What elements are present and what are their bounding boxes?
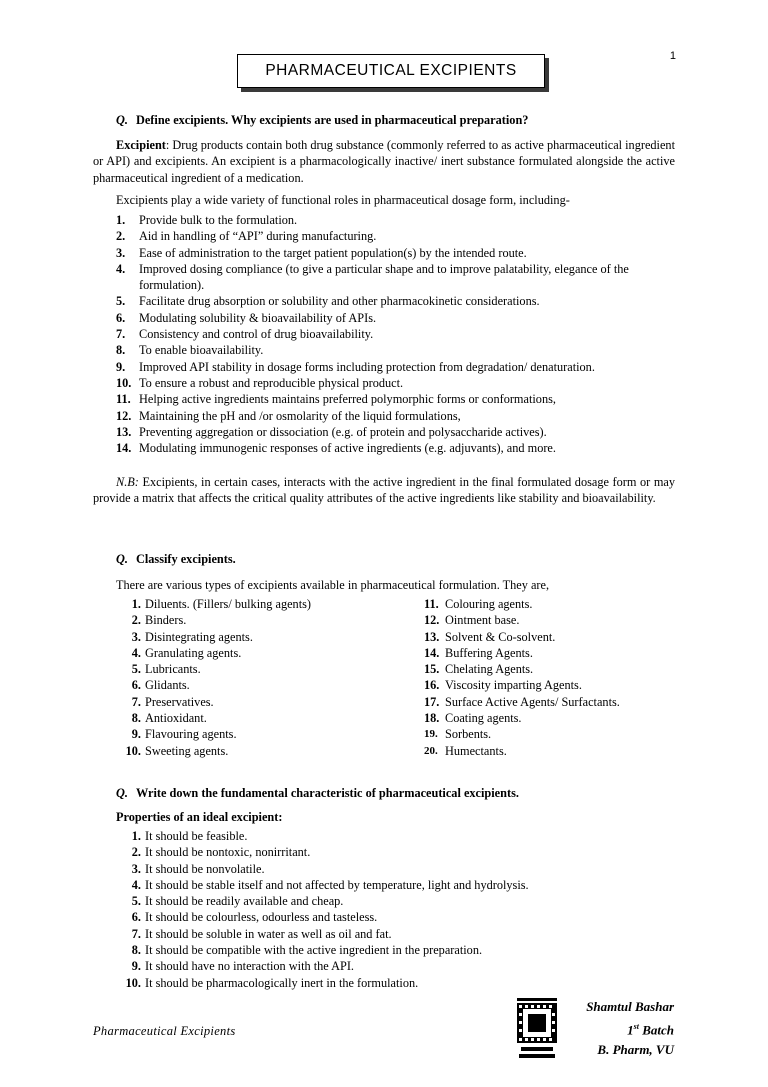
list-item [116,975,676,991]
list-item-number: 13. [424,629,440,644]
list-item-text: Sweeting agents. [145,743,229,758]
list-item-number: 8. [131,943,141,958]
question-3 [116,786,519,801]
list-item-text: Improved dosing compliance (to give a particular shape and to improve palatability, elegance of the formulation). [139,261,629,293]
classify-list-col2 [424,596,684,759]
author-program: B. Pharm, VU [597,1042,674,1058]
list-item-number: 11. [116,392,131,407]
list-item [116,310,676,326]
list-item-number: 9. [131,959,141,974]
list-item-text: Diluents. (Fillers/ bulking agents) [145,597,311,611]
list-item-text: Lubricants. [145,662,201,677]
list-item-text: Ease of administration to the target patient population(s) by the intended route. [139,245,527,260]
list-item-text: Sorbents. [445,727,492,742]
list-item-number: 3. [131,629,141,644]
list-item-text: It should be stable itself and not affected by temperature, light and hydrolysis. [145,877,529,892]
list-item-text: Antioxidant. [145,711,207,726]
list-item-number: 12. [116,408,132,423]
list-item-number: 9. [131,727,141,742]
list-item [424,677,684,693]
question-marker: Q. [116,552,128,566]
list-item-number: 10. [116,375,132,390]
list-item [116,375,676,391]
list-item [116,629,416,645]
list-item [116,212,676,228]
list-item-number: 7. [131,926,141,941]
classify-intro: There are various types of excipients available in pharmaceutical formulation. They are, [116,578,550,592]
page-title: PHARMACEUTICAL EXCIPIENTS [237,54,545,88]
list-item [116,228,676,244]
list-item [424,661,684,677]
list-item-number: 20. [424,744,438,757]
properties-heading: Properties of an ideal excipient: [116,810,283,824]
nb-text: Excipients, in certain cases, interacts with the active ingredient in the final formulated dosage form or may provide a matrix that affects the critical quality attributes of the active ingredients like stability and bioavailability. [93,475,675,506]
list-item [116,612,416,628]
list-item [116,828,676,844]
list-item [116,391,676,407]
list-item [116,326,676,342]
list-item-number: 12. [424,613,440,628]
list-item-number: 6. [131,678,141,693]
list-item [116,861,676,877]
list-item-text: Preventing aggregation or dissociation (e.g. of protein and polysaccharide actives). [139,424,547,439]
list-item [116,726,416,742]
list-item-text: It should be soluble in water as well as oil and fat. [145,926,392,941]
list-item-number: 16. [424,678,440,693]
list-item [424,694,684,710]
list-item-text: Improved API stability in dosage forms including protection from degradation/ denaturation. [139,359,595,374]
list-item-number: 14. [424,645,440,660]
footer-title: Pharmaceutical Excipients [93,1024,236,1038]
properties-list [116,828,676,991]
list-item [116,893,676,909]
list-item-number: 6. [116,310,126,325]
list-item-text: Solvent & Co-solvent. [445,629,556,644]
list-item-number: 8. [131,711,141,726]
list-item-number: 15. [424,662,440,677]
list-item-text: Modulating immunogenic responses of active ingredients (e.g. adjuvants), and more. [139,441,556,456]
definition-text: : Drug products contain both drug substance (commonly referred to as active pharmaceutical ingredient or API) and excipients. An excipient is a pharmacologically inactive/ inert substance formulated alongside the active pharmaceutical ingredient of a medication. [93,138,675,185]
nb-label: N.B: [116,475,139,489]
list-item [424,629,684,645]
list-item-number: 14. [116,441,132,456]
list-item-text: Consistency and control of drug bioavailability. [139,327,374,342]
question-marker: Q. [116,113,128,127]
list-item [116,694,416,710]
roles-list [116,212,676,456]
list-item-text: It should be compatible with the active ingredient in the preparation. [145,943,483,958]
list-item [116,661,416,677]
list-item-number: 3. [116,245,126,260]
list-item [424,645,684,661]
list-item-text: Facilitate drug absorption or solubility and other pharmacokinetic considerations. [139,294,540,309]
list-item-text: Aid in handling of “API” during manufacturing. [139,229,377,244]
list-item-number: 3. [131,861,141,876]
list-item-number: 5. [131,662,141,677]
list-item [116,926,676,942]
list-item-text: It should be feasible. [145,829,248,843]
list-item [116,877,676,893]
list-item-text: Ointment base. [445,613,520,628]
list-item-text: Provide bulk to the formulation. [139,213,298,227]
list-item [116,245,676,261]
list-item-text: It should be nontoxic, nonirritant. [145,845,311,860]
list-item-text: Colouring agents. [445,597,533,611]
list-item [424,743,684,759]
definition-term: Excipient [116,138,166,152]
list-item-text: It should be pharmacologically inert in the formulation. [145,975,419,990]
list-item-number: 13. [116,424,132,439]
list-item-number: 2. [131,613,141,628]
list-item [116,645,416,661]
nb-note [93,474,675,507]
list-item-text: It should be colourless, odourless and tasteless. [145,910,378,925]
list-item [424,726,684,742]
list-item-text: To enable bioavailability. [139,343,264,358]
list-item [116,596,416,612]
list-item [424,612,684,628]
list-item-text: Surface Active Agents/ Surfactants. [445,694,620,709]
list-item [116,440,676,456]
list-item-number: 11. [424,597,439,611]
list-item-text: Chelating Agents. [445,662,534,677]
list-item-text: Viscosity imparting Agents. [445,678,582,693]
question-2-text: Classify excipients. [135,552,236,566]
question-marker: Q. [116,786,128,800]
list-item-number: 5. [116,294,126,309]
list-item-text: Modulating solubility & bioavailability of APIs. [139,310,377,325]
list-item-number: 1. [131,829,141,843]
list-item-number: 9. [116,359,126,374]
list-item-number: 4. [131,877,141,892]
list-item [116,743,416,759]
list-item-number: 19. [424,728,438,741]
list-item-text: Coating agents. [445,711,522,726]
list-item-number: 5. [131,894,141,909]
author-batch: 1st Batch [627,1022,674,1038]
list-item-number: 7. [116,327,126,342]
list-item-text: It should have no interaction with the API. [145,959,355,974]
list-item-text: Helping active ingredients maintains preferred polymorphic forms or conformations, [139,392,556,407]
list-item-text: Glidants. [145,678,190,693]
list-item-text: Disintegrating agents. [145,629,253,644]
list-item-number: 10. [125,743,141,758]
classify-list-col1 [116,596,416,759]
list-item-text: Buffering Agents. [445,645,533,660]
list-item-number: 4. [116,261,126,276]
list-item [116,261,676,294]
list-item [116,677,416,693]
list-item [424,710,684,726]
list-item-text: To ensure a robust and reproducible physical product. [139,375,404,390]
list-item-number: 10. [125,975,141,990]
excipient-definition [93,137,675,186]
list-item [116,359,676,375]
author-name: Shamtul Bashar [586,999,674,1014]
list-item-number: 17. [424,694,440,709]
list-item [116,408,676,424]
varendra-university-logo [513,997,563,1061]
list-item-text: Flavouring agents. [145,727,237,742]
author-block [586,997,674,1060]
list-item-number: 2. [116,229,126,244]
list-item-text: Preservatives. [145,694,214,709]
list-item-number: 1. [116,213,126,227]
list-item-text: Maintaining the pH and /or osmolarity of the liquid formulations, [139,408,461,423]
question-2 [116,552,236,567]
page-number: 1 [669,50,676,62]
question-1 [116,113,528,128]
list-item-text: It should be readily available and cheap. [145,894,344,909]
list-item [116,424,676,440]
list-item [424,596,684,612]
list-item-text: It should be nonvolatile. [145,861,265,876]
list-item-number: 2. [131,845,141,860]
list-item [116,909,676,925]
list-item-number: 1. [131,597,141,611]
list-item-number: 4. [131,645,141,660]
list-item-text: Granulating agents. [145,645,242,660]
list-item [116,710,416,726]
list-item-number: 8. [116,343,126,358]
list-item [116,844,676,860]
list-item-number: 7. [131,694,141,709]
list-item [116,958,676,974]
question-3-text: Write down the fundamental characteristic of pharmaceutical excipients. [135,786,519,800]
list-item-number: 6. [131,910,141,925]
list-item [116,942,676,958]
list-item-text: Binders. [145,613,187,628]
roles-intro: Excipients play a wide variety of functional roles in pharmaceutical dosage form, including- [116,193,570,207]
list-item [116,293,676,309]
list-item [116,342,676,358]
list-item-text: Humectants. [445,743,507,758]
list-item-number: 18. [424,711,440,726]
question-1-text: Define excipients. Why excipients are used in pharmaceutical preparation? [135,113,529,127]
